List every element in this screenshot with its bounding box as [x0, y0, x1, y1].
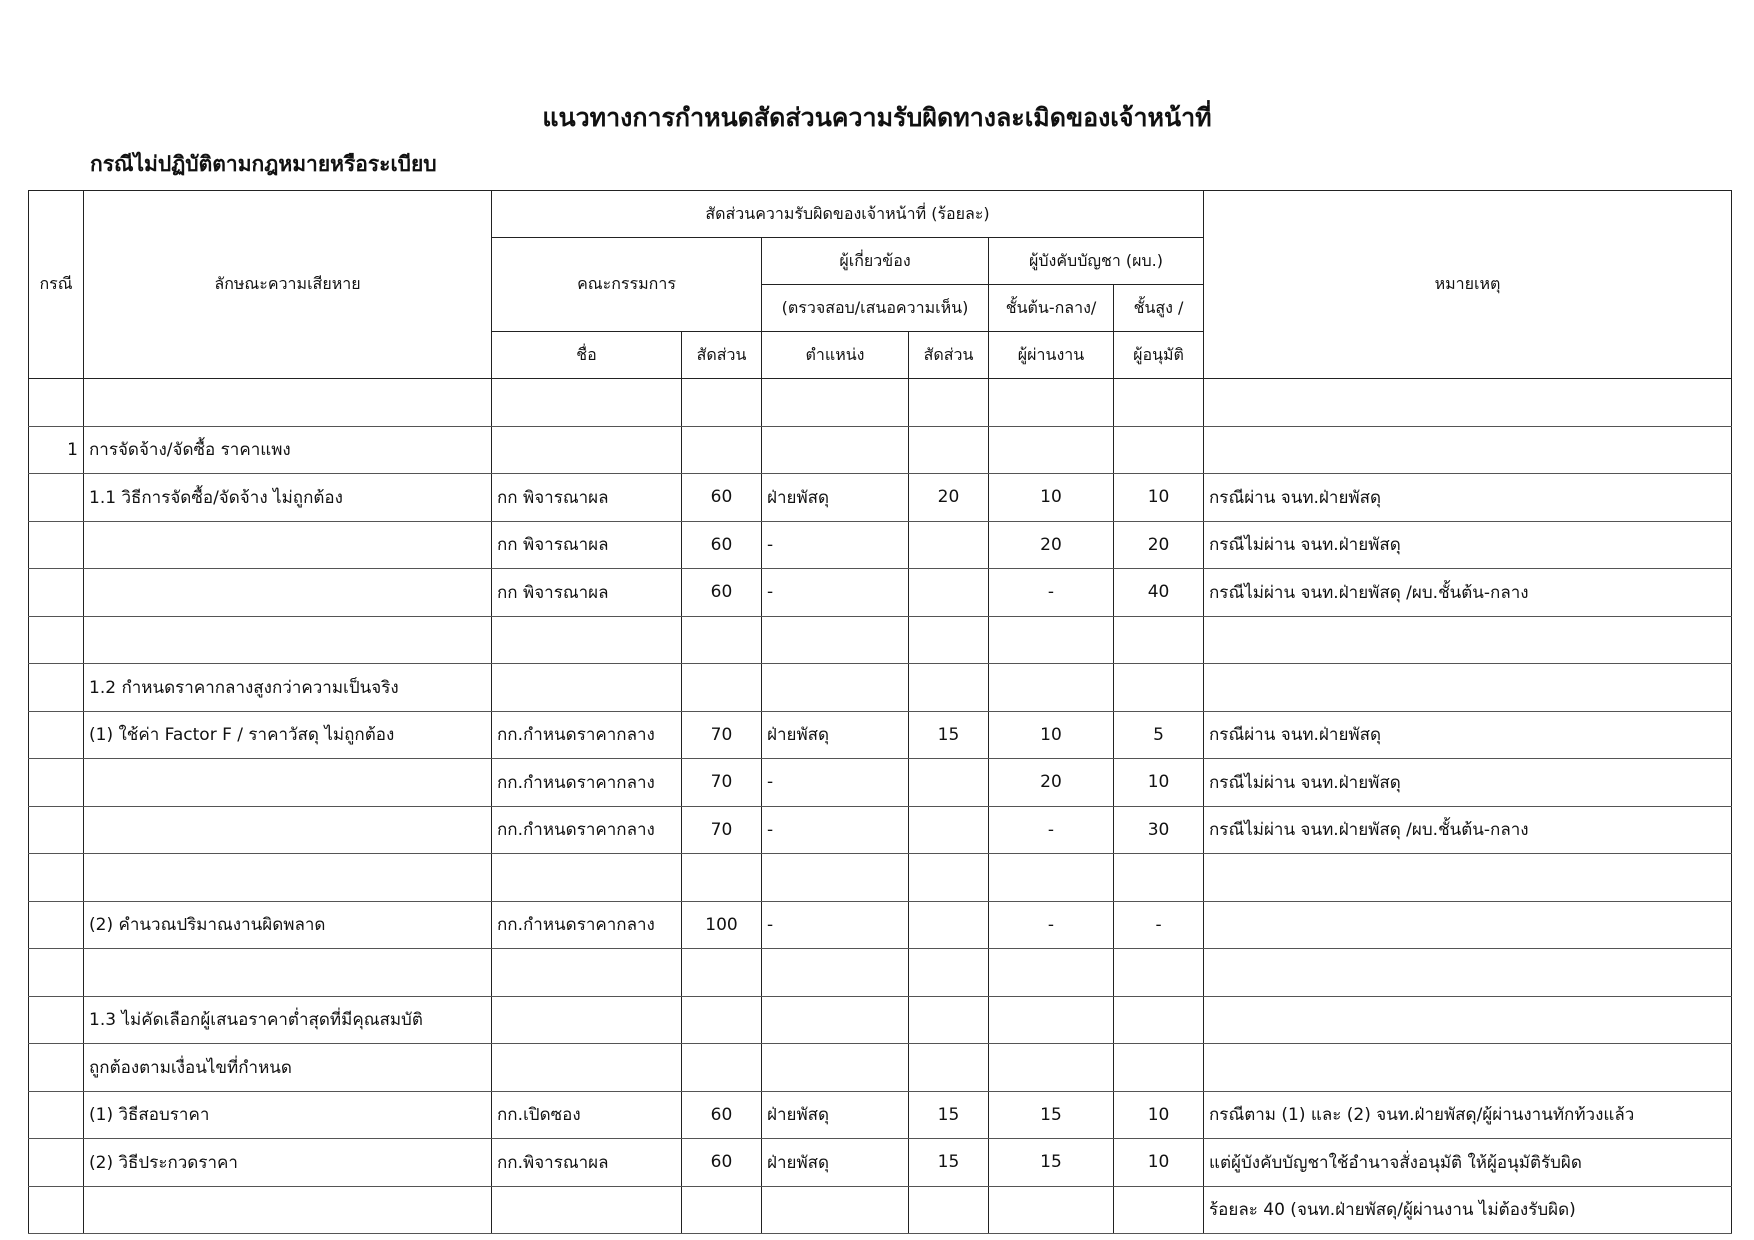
cell-committee-share: [682, 664, 762, 712]
cell-remark: [1204, 949, 1732, 997]
cell-remark: [1204, 616, 1732, 664]
cell-committee-share: 60: [682, 1139, 762, 1187]
cell-supervisor-low: 15: [989, 1139, 1114, 1187]
cell-case: [29, 379, 84, 427]
table-row: [29, 901, 1732, 949]
cell-committee-name: กก.กำหนดราคากลาง: [492, 901, 682, 949]
cell-committee-share: [682, 616, 762, 664]
table-row: [29, 854, 1732, 902]
cell-related-share: [909, 664, 989, 712]
cell-supervisor-low: 15: [989, 1091, 1114, 1139]
liability-table: [28, 190, 1732, 1234]
header-ratio: สัดส่วน: [682, 332, 762, 379]
cell-committee-name: กก.กำหนดราคากลาง: [492, 806, 682, 854]
cell-supervisor-high: [1114, 616, 1204, 664]
cell-related-share: [909, 996, 989, 1044]
header-related: ผู้เกี่ยวข้อง: [762, 238, 989, 285]
cell-supervisor-high: [1114, 664, 1204, 712]
cell-committee-name: กก.พิจารณาผล: [492, 1139, 682, 1187]
header-case: กรณี: [29, 191, 84, 379]
cell-committee-name: [492, 616, 682, 664]
cell-damage: [84, 616, 492, 664]
cell-related-position: -: [762, 806, 909, 854]
table-row: [29, 521, 1732, 569]
cell-supervisor-high: [1114, 1186, 1204, 1234]
cell-related-position: ฝ่ายพัสดุ: [762, 474, 909, 522]
table-row: [29, 996, 1732, 1044]
cell-supervisor-high: 30: [1114, 806, 1204, 854]
cell-case: [29, 901, 84, 949]
cell-damage: 1.1 วิธีการจัดซื้อ/จัดจ้าง ไม่ถูกต้อง: [84, 474, 492, 522]
cell-remark: [1204, 1044, 1732, 1092]
cell-supervisor-high: 10: [1114, 1139, 1204, 1187]
cell-case: [29, 1186, 84, 1234]
cell-committee-name: [492, 996, 682, 1044]
cell-supervisor-low: [989, 1186, 1114, 1234]
table-row: [29, 664, 1732, 712]
cell-supervisor-low: [989, 379, 1114, 427]
cell-committee-share: [682, 426, 762, 474]
cell-remark: กรณีผ่าน จนท.ฝ่ายพัสดุ: [1204, 474, 1732, 522]
cell-committee-name: กก.กำหนดราคากลาง: [492, 711, 682, 759]
cell-related-share: [909, 1044, 989, 1092]
table-row: [29, 759, 1732, 807]
cell-committee-share: [682, 1186, 762, 1234]
cell-related-share: [909, 1186, 989, 1234]
table-row: [29, 379, 1732, 427]
table-row: [29, 1091, 1732, 1139]
cell-supervisor-low: [989, 996, 1114, 1044]
cell-committee-name: กก พิจารณาผล: [492, 474, 682, 522]
cell-case: [29, 806, 84, 854]
cell-related-share: [909, 616, 989, 664]
cell-case: [29, 759, 84, 807]
cell-committee-name: [492, 949, 682, 997]
cell-committee-share: [682, 996, 762, 1044]
cell-remark: กรณีไม่ผ่าน จนท.ฝ่ายพัสดุ: [1204, 759, 1732, 807]
cell-related-position: [762, 1044, 909, 1092]
cell-supervisor-low: [989, 1044, 1114, 1092]
table-row: [29, 806, 1732, 854]
cell-supervisor-high: -: [1114, 901, 1204, 949]
cell-damage: [84, 759, 492, 807]
cell-related-position: ฝ่ายพัสดุ: [762, 711, 909, 759]
cell-supervisor-high: [1114, 949, 1204, 997]
cell-committee-name: [492, 664, 682, 712]
cell-related-share: 15: [909, 711, 989, 759]
cell-remark: [1204, 426, 1732, 474]
cell-related-share: [909, 521, 989, 569]
cell-supervisor-low: [989, 854, 1114, 902]
cell-supervisor-high: 10: [1114, 759, 1204, 807]
cell-remark: [1204, 664, 1732, 712]
header-damage: ลักษณะความเสียหาย: [84, 191, 492, 379]
cell-supervisor-high: 40: [1114, 569, 1204, 617]
cell-related-share: [909, 426, 989, 474]
cell-case: [29, 474, 84, 522]
table-row: [29, 949, 1732, 997]
cell-related-share: [909, 949, 989, 997]
cell-committee-name: กก พิจารณาผล: [492, 569, 682, 617]
cell-related-share: [909, 854, 989, 902]
cell-related-position: -: [762, 569, 909, 617]
cell-related-share: [909, 806, 989, 854]
table-row: [29, 711, 1732, 759]
cell-supervisor-high: [1114, 854, 1204, 902]
cell-supervisor-low: -: [989, 901, 1114, 949]
cell-supervisor-low: 10: [989, 474, 1114, 522]
header-name: ชื่อ: [492, 332, 682, 379]
cell-related-share: [909, 379, 989, 427]
cell-damage: (2) คำนวณปริมาณงานผิดพลาด: [84, 901, 492, 949]
cell-supervisor-high: [1114, 379, 1204, 427]
cell-committee-share: [682, 949, 762, 997]
cell-damage: (2) วิธีประกวดราคา: [84, 1139, 492, 1187]
cell-committee-share: 70: [682, 711, 762, 759]
cell-committee-name: [492, 854, 682, 902]
page-title: แนวทางการกำหนดสัดส่วนความรับผิดทางละเมิดของเจ้าหน้าที่: [542, 103, 1212, 132]
table-row: [29, 616, 1732, 664]
cell-damage: [84, 949, 492, 997]
header-committee: คณะกรรมการ: [492, 238, 762, 332]
cell-damage: [84, 806, 492, 854]
cell-case: [29, 1091, 84, 1139]
cell-supervisor-low: [989, 664, 1114, 712]
cell-related-position: [762, 996, 909, 1044]
cell-case: [29, 569, 84, 617]
cell-remark: กรณีไม่ผ่าน จนท.ฝ่ายพัสดุ /ผบ.ชั้นต้น-กลาง: [1204, 569, 1732, 617]
cell-related-share: [909, 759, 989, 807]
cell-case: [29, 996, 84, 1044]
cell-remark: กรณีผ่าน จนท.ฝ่ายพัสดุ: [1204, 711, 1732, 759]
cell-supervisor-high: [1114, 996, 1204, 1044]
cell-case: [29, 1044, 84, 1092]
cell-related-share: 15: [909, 1139, 989, 1187]
cell-damage: (1) วิธีสอบราคา: [84, 1091, 492, 1139]
cell-remark: กรณีไม่ผ่าน จนท.ฝ่ายพัสดุ: [1204, 521, 1732, 569]
cell-remark: กรณีตาม (1) และ (2) จนท.ฝ่ายพัสดุ/ผู้ผ่านงานทักท้วงแล้ว: [1204, 1091, 1732, 1139]
cell-supervisor-high: [1114, 1044, 1204, 1092]
cell-supervisor-high: [1114, 426, 1204, 474]
cell-case: [29, 664, 84, 712]
cell-supervisor-high: 10: [1114, 1091, 1204, 1139]
cell-supervisor-low: -: [989, 569, 1114, 617]
cell-case: 1: [29, 426, 84, 474]
cell-supervisor-low: 10: [989, 711, 1114, 759]
header-ratio2: สัดส่วน: [909, 332, 989, 379]
header-sup-high2: ผู้อนุมัติ: [1114, 332, 1204, 379]
cell-case: [29, 616, 84, 664]
cell-remark: [1204, 996, 1732, 1044]
cell-related-position: [762, 949, 909, 997]
cell-case: [29, 521, 84, 569]
cell-committee-share: [682, 854, 762, 902]
cell-remark: [1204, 901, 1732, 949]
cell-supervisor-low: 20: [989, 759, 1114, 807]
cell-committee-share: 70: [682, 806, 762, 854]
cell-supervisor-low: [989, 616, 1114, 664]
table-row: [29, 1139, 1732, 1187]
cell-damage: [84, 569, 492, 617]
table-row: [29, 1186, 1732, 1234]
cell-case: [29, 1139, 84, 1187]
cell-related-position: [762, 379, 909, 427]
cell-remark: ร้อยละ 40 (จนท.ฝ่ายพัสดุ/ผู้ผ่านงาน ไม่ต้องรับผิด): [1204, 1186, 1732, 1234]
cell-damage: [84, 854, 492, 902]
cell-damage: [84, 1186, 492, 1234]
cell-supervisor-high: 5: [1114, 711, 1204, 759]
cell-related-share: [909, 901, 989, 949]
cell-related-position: [762, 1186, 909, 1234]
cell-remark: แต่ผู้บังคับบัญชาใช้อำนาจสั่งอนุมัติ ให้ผู้อนุมัติรับผิด: [1204, 1139, 1732, 1187]
cell-related-share: [909, 569, 989, 617]
cell-supervisor-low: [989, 949, 1114, 997]
cell-committee-name: [492, 1186, 682, 1234]
cell-related-position: [762, 664, 909, 712]
header-related-sub: (ตรวจสอบ/เสนอความเห็น): [762, 285, 989, 332]
cell-committee-share: 70: [682, 759, 762, 807]
table-body: [29, 379, 1732, 1234]
cell-related-position: [762, 616, 909, 664]
cell-supervisor-high: 20: [1114, 521, 1204, 569]
cell-remark: กรณีไม่ผ่าน จนท.ฝ่ายพัสดุ /ผบ.ชั้นต้น-กลาง: [1204, 806, 1732, 854]
cell-remark: [1204, 854, 1732, 902]
cell-damage: 1.3 ไม่คัดเลือกผู้เสนอราคาต่ำสุดที่มีคุณสมบัติ: [84, 996, 492, 1044]
cell-related-position: -: [762, 759, 909, 807]
table-row: [29, 426, 1732, 474]
cell-committee-name: กก พิจารณาผล: [492, 521, 682, 569]
header-sup-high: ชั้นสูง /: [1114, 285, 1204, 332]
cell-damage: [84, 379, 492, 427]
cell-related-position: ฝ่ายพัสดุ: [762, 1139, 909, 1187]
table-row: [29, 569, 1732, 617]
cell-related-position: [762, 426, 909, 474]
cell-supervisor-low: [989, 426, 1114, 474]
cell-related-position: [762, 854, 909, 902]
cell-committee-name: [492, 379, 682, 427]
cell-related-share: 20: [909, 474, 989, 522]
cell-committee-name: กก.กำหนดราคากลาง: [492, 759, 682, 807]
cell-committee-name: กก.เปิดซอง: [492, 1091, 682, 1139]
header-supervisor: ผู้บังคับบัญชา (ผบ.): [989, 238, 1204, 285]
cell-damage: 1.2 กำหนดราคากลางสูงกว่าความเป็นจริง: [84, 664, 492, 712]
cell-related-position: ฝ่ายพัสดุ: [762, 1091, 909, 1139]
cell-damage: [84, 521, 492, 569]
cell-committee-share: 60: [682, 474, 762, 522]
header-remark: หมายเหตุ: [1204, 191, 1732, 379]
cell-related-share: 15: [909, 1091, 989, 1139]
page-subtitle: กรณีไม่ปฏิบัติตามกฎหมายหรือระเบียบ: [90, 152, 437, 176]
cell-committee-name: [492, 426, 682, 474]
table-row: [29, 1044, 1732, 1092]
cell-case: [29, 711, 84, 759]
table-header: [29, 191, 1732, 379]
header-sup-low2: ผู้ผ่านงาน: [989, 332, 1114, 379]
cell-case: [29, 949, 84, 997]
cell-committee-share: 60: [682, 521, 762, 569]
cell-committee-share: 100: [682, 901, 762, 949]
header-share-group: สัดส่วนความรับผิดของเจ้าหน้าที่ (ร้อยละ): [492, 191, 1204, 238]
header-position: ตำแหน่ง: [762, 332, 909, 379]
table-row: [29, 474, 1732, 522]
cell-damage: (1) ใช้ค่า Factor F / ราคาวัสดุ ไม่ถูกต้อง: [84, 711, 492, 759]
cell-damage: ถูกต้องตามเงื่อนไขที่กำหนด: [84, 1044, 492, 1092]
cell-damage: การจัดจ้าง/จัดซื้อ ราคาแพง: [84, 426, 492, 474]
cell-related-position: -: [762, 901, 909, 949]
header-sup-low: ชั้นต้น-กลาง/: [989, 285, 1114, 332]
cell-committee-share: 60: [682, 569, 762, 617]
cell-case: [29, 854, 84, 902]
cell-supervisor-high: 10: [1114, 474, 1204, 522]
cell-committee-name: [492, 1044, 682, 1092]
cell-remark: [1204, 379, 1732, 427]
cell-supervisor-low: 20: [989, 521, 1114, 569]
cell-committee-share: [682, 1044, 762, 1092]
cell-related-position: -: [762, 521, 909, 569]
cell-supervisor-low: -: [989, 806, 1114, 854]
cell-committee-share: [682, 379, 762, 427]
cell-committee-share: 60: [682, 1091, 762, 1139]
